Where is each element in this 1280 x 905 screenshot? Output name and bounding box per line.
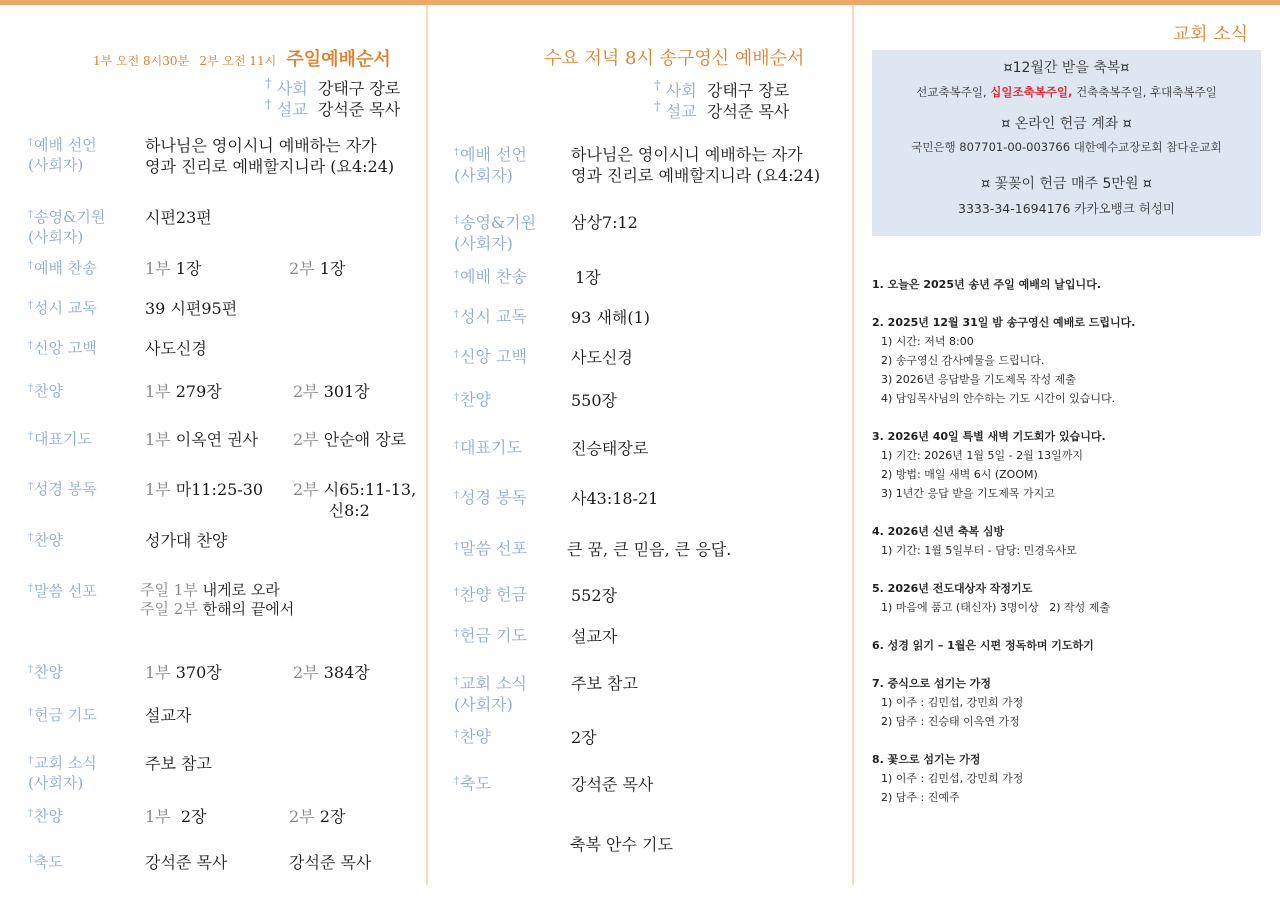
news-item-7-sub: 2) 담주 : 진승태 이옥연 가정 — [881, 715, 1020, 728]
news-info-box — [872, 50, 1261, 236]
news-item-5: 5. 2026년 전도대상자 작정기도 — [872, 582, 1033, 595]
box-heading-account: ¤ 온라인 헌금 계좌 ¤ — [1001, 116, 1132, 132]
wednesday-official-preacher: † 설교 강석준 목사 — [654, 99, 790, 121]
sunday-official-presider: † 사회 강태구 장로 — [265, 76, 401, 98]
news-item-1: 1. 오늘은 2025년 송년 주일 예배의 날입니다. — [872, 278, 1101, 291]
news-item-3: 3. 2026년 40일 특별 새벽 기도회가 있습니다. — [872, 430, 1106, 443]
news-item-5-sub: 1) 마음에 품고 (태신자) 3명이상 2) 작성 제출 — [881, 601, 1111, 614]
sunday-header — [93, 45, 391, 71]
news-item-3-sub: 1) 기간: 2026년 1월 5일 - 2월 13일까지 — [881, 449, 1084, 462]
news-item-2-sub: 2) 송구영신 감사예물을 드립니다. — [881, 354, 1045, 367]
news-item-4-sub: 1) 기간: 1월 5일부터 - 담당: 민경옥사모 — [881, 544, 1077, 557]
news-item-6: 6. 성경 읽기 – 1월은 시편 정독하며 기도하기 — [872, 639, 1094, 652]
news-item-3-sub: 3) 1년간 응답 받을 기도제목 가지고 — [881, 487, 1055, 500]
box-account-line: 국민은행 807701-00-003766 대한예수교장로회 참다운교회 — [911, 140, 1222, 154]
column-divider-right — [852, 5, 854, 885]
news-item-2-sub: 1) 시간: 저녁 8:00 — [881, 335, 974, 348]
news-item-2-sub: 4) 담임목사님의 안수하는 기도 시간이 있습니다. — [881, 392, 1116, 405]
news-item-7: 7. 중식으로 섬기는 가정 — [872, 677, 991, 690]
sunday-official-preacher: † 설교 강석준 목사 — [265, 97, 401, 119]
sunday-time-1: 1부 오전 8시30분 — [93, 54, 190, 68]
box-blessings-line: 선교축복주일, 십일조축복주일, 건축축복주일, 후대축복주일 — [916, 85, 1217, 99]
wednesday-title: 수요 저녁 8시 송구영신 예배순서 — [544, 48, 805, 69]
news-list — [872, 275, 1272, 807]
news-title: 교회 소식 — [1172, 24, 1248, 45]
news-item-2-sub: 3) 2026년 응답받을 기도제목 작성 제출 — [881, 373, 1076, 386]
sunday-service-column: 1부 오전 8시30분 2부 오전 11시 주일예배순서 † 사회 강태구 장로 † 설교 강석준 목사 †예배 선언 (사회자) 하나님은 영이시니 예배하는 자가 영과 진리로 예배할지니라 (요4:24) †송영&기원 (사회자) 시편23편 †예배 찬송 1부 1장 2부 1장 †성시 교독 39 시편95편 †신앙 고백 사도신경 †찬양 1부 279장 2부 301장 †대표기도 1부 이옥연 권사 2부 안순애 장로 †성경 봉독 1부 마11:25-30 2부 시65:11-13, 신8:2 †찬양 성가대 찬양 †말씀 선포 주일 1부 내게로 오라 주일 2부 한해의 끝에서 †찬양 1부 370장 2부 384장 †헌금 기도 설교자 †교회 소식 (사회자) 주보 참고 †찬양 1부 2장 2부 2장 †축도 강석준 목사 강석준 목사 — [0, 5, 426, 885]
wed-closing-blessing: 축복 안수 기도 — [570, 835, 673, 854]
wednesday-header — [544, 44, 804, 70]
box-flowers-line: 3333-34-1694176 카카오뱅크 허성미 — [958, 201, 1175, 216]
box-heading-blessings: ¤12월간 받을 축복¤ — [1003, 60, 1130, 76]
news-item-2: 2. 2025년 12월 31일 밤 송구영신 예배로 드립니다. — [872, 316, 1136, 329]
news-item-8-sub: 2) 담주 : 진예주 — [881, 791, 960, 804]
sunday-title: 주일예배순서 — [286, 49, 391, 70]
news-item-8-sub: 1) 이주 : 김민섭, 강민희 가정 — [881, 772, 1024, 785]
sunday-time-2: 2부 오전 11시 — [199, 54, 277, 68]
news-item-7-sub: 1) 이주 : 김민섭, 강민희 가정 — [881, 696, 1024, 709]
wednesday-service-column: 수요 저녁 8시 송구영신 예배순서 † 사회 강태구 장로 † 설교 강석준 목사 †예배 선언 (사회자) 하나님은 영이시니 예배하는 자가 영과 진리로 예배할지니라 (요4:24) †송영&기원 (사회자) 삼상7:12 †예배 찬송 1장 †성시 교독 93 새해(1) †신앙 고백 사도신경 †찬양 550장 †대표기도 진승태장로 †성경 봉독 사43:18-21 †말씀 선포 큰 꿈, 큰 믿음, 큰 응답. †찬양 헌금 552장 †헌금 기도 설교자 †교회 소식 (사회자) 주보 참고 †찬양 2장 †축도 강석준 목사 축복 안수 기도 — [428, 5, 852, 885]
news-item-4: 4. 2026년 신년 축복 심방 — [872, 525, 1005, 538]
news-item-8: 8. 꽃으로 섬기는 가정 — [872, 753, 981, 766]
box-heading-flowers: ¤ 꽃꽂이 헌금 매주 5만원 ¤ — [981, 176, 1152, 192]
news-item-3-sub: 2) 방법: 매일 새벽 6시 (ZOOM) — [881, 468, 1038, 481]
wednesday-official-presider: † 사회 강태구 장로 — [654, 78, 790, 100]
